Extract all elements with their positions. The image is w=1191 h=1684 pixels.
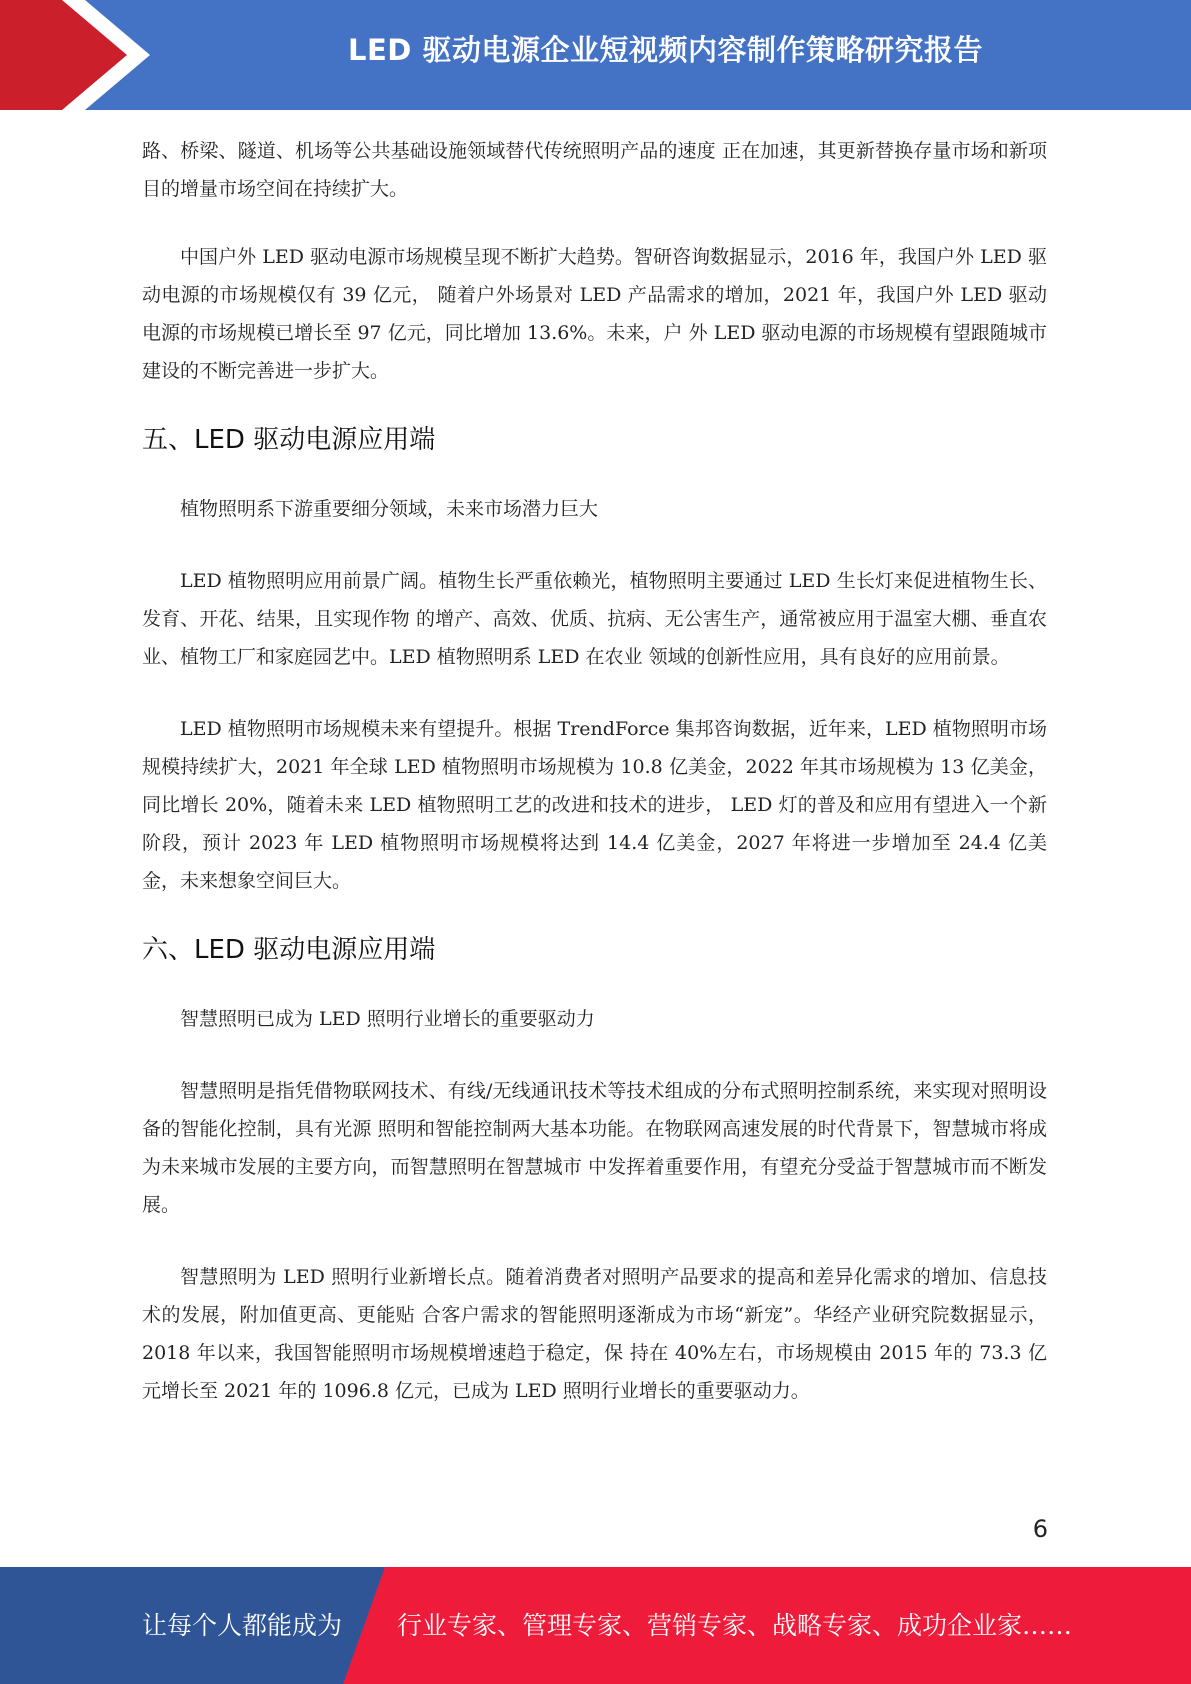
section-6-subheading: 智慧照明已成为 LED 照明行业增长的重要驱动力: [180, 1008, 595, 1030]
footer-slogan-left: 让每个人都能成为: [142, 1611, 343, 1640]
paragraph-continuation: 路、桥梁、隧道、机场等公共基础设施领域替代传统照明产品的速度 正在加速，其更新替换存量市场和新项目的增量市场空间在持续扩大。: [142, 140, 1047, 200]
paragraph-plant-lighting-market: LED 植物照明市场规模未来有望提升。根据 TrendForce 集邦咨询数据，近年来，LED 植物照明市场规模持续扩大，2021 年全球 LED 植物照明市场规模为 10.8 亿美金，2022 年其市场规模为 13 亿美金，同比增长 20%，随着未来 LED 植物照明工艺的改进和技术的进步， LED 灯的普及和应用有望进入一个新阶段，预计 2023 年 LED 植物照明市场规模将达到 14.4 亿美金，2027 年将进一步增加至 24.4 亿美 金，未来想象空间巨大。: [142, 718, 1047, 892]
paragraph-smart-lighting-definition: 智慧照明是指凭借物联网技术、有线/无线通讯技术等技术组成的分布式照明控制系统，来实现对照明设备的智能化控制，具有光源 照明和智能控制两大基本功能。在物联网高速发展的时代背景下，智慧城市将成为未来城市发展的主要方向，而智慧照明在智慧城市 中发挥着重要作用，有望充分受益于智慧城市而不断发展。: [142, 1080, 1047, 1216]
header-banner: [0, 0, 1191, 110]
paragraph-smart-lighting-growth: 智慧照明为 LED 照明行业新增长点。随着消费者对照明产品要求的提高和差异化需求的增加、信息技术的发展，附加值更高、更能贴 合客户需求的智能照明逐渐成为市场“新宠”。华经产业研究院数据显示，2018 年以来，我国智能照明市场规模增速趋于稳定，保 持在 40%左右，市场规模由 2015 年的 73.3 亿元增长至 2021 年的 1096.8 亿元，已成为 LED 照明行业增长的重要驱动力。: [142, 1266, 1047, 1402]
footer-banner: [0, 1567, 1191, 1684]
section-title-5: 五、LED 驱动电源应用端: [142, 425, 436, 455]
paragraph-outdoor-market: 中国户外 LED 驱动电源市场规模呈现不断扩大趋势。智研咨询数据显示，2016 年，我国户外 LED 驱动电源的市场规模仅有 39 亿元， 随着户外场景对 LED 产品需求的增加，2021 年，我国户外 LED 驱动电源的市场规模已增长至 97 亿元，同比增加 13.6%。未来，户 外 LED 驱动电源的市场规模有望跟随城市建设的不断完善进一步扩大。: [142, 246, 1047, 382]
document-body: [142, 132, 1047, 1410]
paragraph-plant-lighting-prospects: LED 植物照明应用前景广阔。植物生长严重依赖光，植物照明主要通过 LED 生长灯来促进植物生长、发育、开花、结果，且实现作物 的增产、高效、优质、抗病、无公害生产，通常被应用于温室大棚、垂直农业、植物工厂和家庭园艺中。LED 植物照明系 LED 在农业 领域的创新性应用，具有良好的应用前景。: [142, 570, 1047, 668]
section-title-6: 六、LED 驱动电源应用端: [142, 935, 436, 965]
page-number: 6: [1032, 1515, 1048, 1543]
footer-slogan-right: 行业专家、管理专家、营销专家、战略专家、成功企业家……: [397, 1611, 1073, 1640]
header-chevron-icon: [0, 0, 150, 110]
report-title: LED 驱动电源企业短视频内容制作策略研究报告: [348, 33, 983, 67]
section-5-subheading: 植物照明系下游重要细分领域，未来市场潜力巨大: [180, 498, 599, 520]
